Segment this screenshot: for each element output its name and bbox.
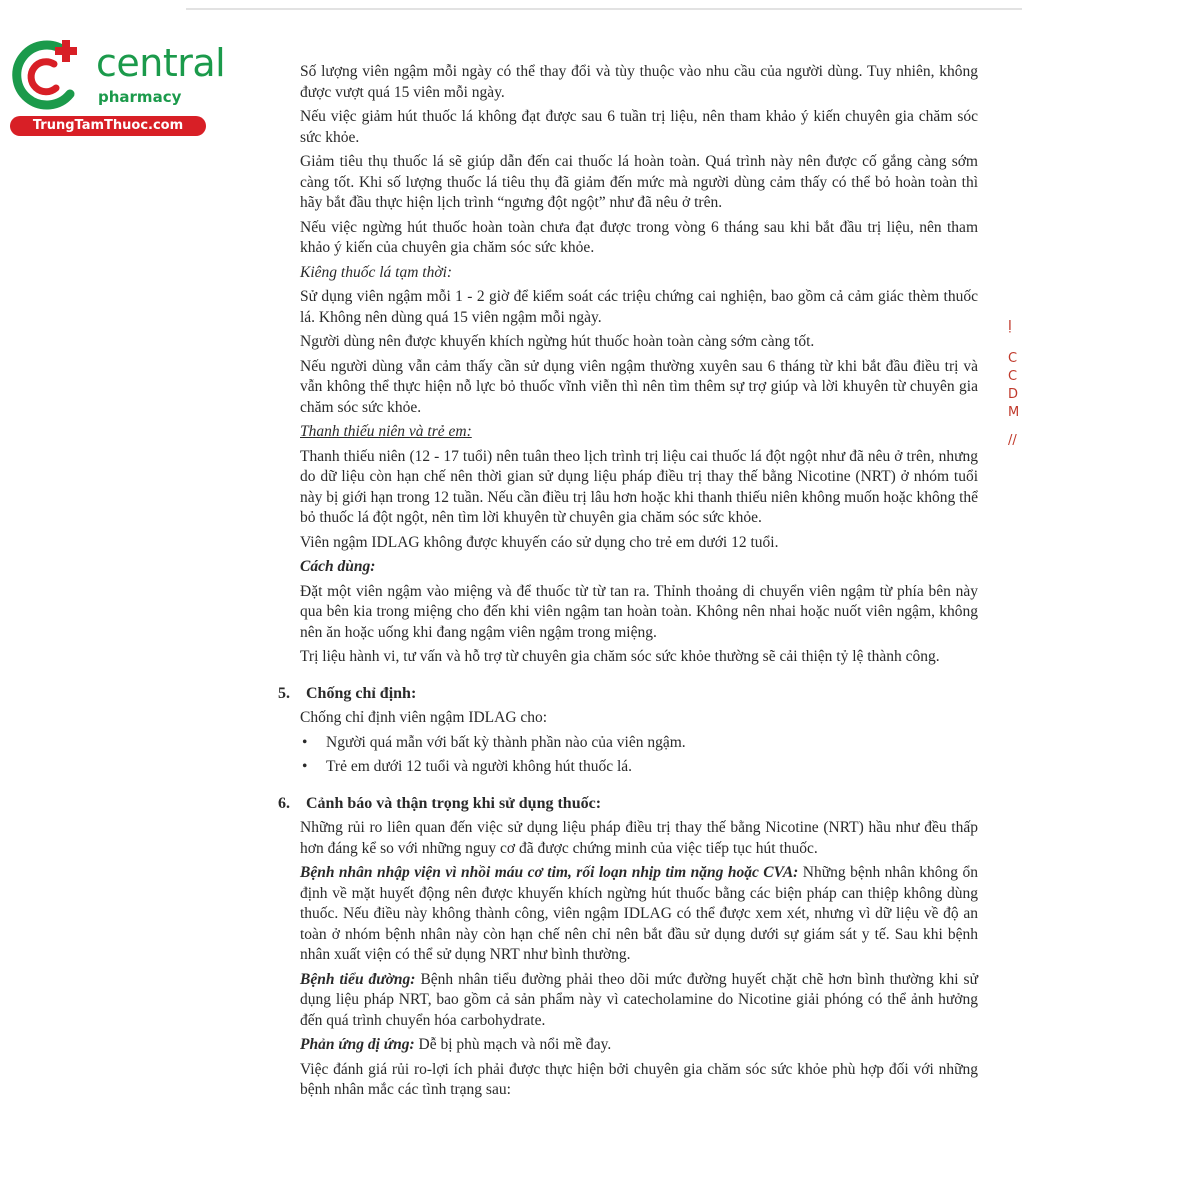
margin-mark: C	[1008, 369, 1018, 384]
paragraph-lead: Bệnh nhân nhập viện vì nhồi máu cơ tim, rối loạn nhịp tim nặng hoặc CVA:	[300, 864, 799, 881]
paragraph: Nếu người dùng vẫn cảm thấy cần sử dụng viên ngậm thường xuyên sau 6 tháng từ khi bắt đầu điều trị và vẫn không thể thực hiện nỗ lực bỏ thuốc vĩnh viễn thì nên tìm thêm sự trợ giúp và lời khuyên từ chuyên gia chăm sóc sức khỏe.	[300, 357, 978, 416]
paragraph: Sử dụng viên ngậm mỗi 1 - 2 giờ để kiểm soát các triệu chứng cai nghiện, bao gồm cả cảm giác thèm thuốc lá. Không nên dùng quá 15 viên ngậm mỗi ngày.	[300, 288, 978, 326]
paragraph: Người dùng nên được khuyến khích ngừng hút thuốc hoàn toàn càng sớm càng tốt.	[300, 333, 815, 350]
brand-subtitle: pharmacy	[98, 88, 182, 106]
section-heading-warnings	[278, 794, 978, 815]
document-body	[278, 62, 979, 1105]
margin-mark: //	[1008, 433, 1017, 448]
paragraph: Viên ngậm IDLAG không được khuyến cáo sử dụng cho trẻ em dưới 12 tuổi.	[300, 533, 779, 551]
margin-mark: D	[1008, 387, 1019, 402]
paragraph: Thanh thiếu niên (12 - 17 tuổi) nên tuân theo lịch trình trị liệu cai thuốc lá đột ngột như đã nêu ở trên, nhưng do dữ liệu còn hạn chế nên thời gian sử dụng liệu pháp điều trị thay thế bằng Nicotine (NRT) ở nhóm tuổi này bị giới hạn trong 12 tuần. Nếu cần điều trị lâu hơn hoặc khi thanh thiếu niên không muốn hoặc không thể bỏ thuốc lá đột ngột, nên tìm lời khuyên từ chuyên gia chăm sóc sức khỏe.	[300, 447, 979, 526]
margin-marks	[1008, 318, 1028, 468]
paragraph-body: Những bệnh nhân không ổn định về mặt huyết động nên được khuyến khích ngừng hút thuốc bằng các biện pháp can thiệp không dùng thuốc. Nếu điều này không thành công, viên ngậm IDLAG có thể được xem xét, nhưng vì dữ liệu về độ an toàn ở nhóm bệnh nhân này còn hạn chế nên chỉ nên bắt đầu sử dụng dưới sự giám sát y tế. Sau khi bệnh nhân xuất viện có thể sử dụng NRT như bình thường.	[300, 864, 978, 963]
section-number: 5.	[278, 684, 290, 702]
paragraph-body: Dễ bị phù mạch và nổi mề đay.	[414, 1036, 612, 1053]
paragraph: Số lượng viên ngậm mỗi ngày có thể thay đổi và tùy thuộc vào nhu cầu của người dùng. Tuy nhiên, không được vượt quá 15 viên mỗi ngày.	[300, 63, 978, 101]
paragraph-body: Bệnh nhân tiểu đường phải theo dõi mức đường huyết chặt chẽ hơn bình thường khi sử dụng liệu pháp NRT, bao gồm cả sản phẩm này vì catecholamine do Nicotine giải phóng có thể ảnh hưởng đến quá trình chuyển hóa carbohydrate.	[300, 970, 978, 1029]
subheading-adolescents-children: Thanh thiếu niên và trẻ em:	[300, 423, 472, 440]
list-item: • Trẻ em dưới 12 tuổi và người không hút thuốc lá.	[300, 757, 978, 778]
brand-url[interactable]: TrungTamThuoc.com	[10, 116, 206, 136]
section-title: Cảnh báo và thận trọng khi sử dụng thuốc:	[306, 794, 602, 812]
list-item: • Người quá mẫn với bất kỳ thành phần nào của viên ngậm.	[300, 733, 978, 754]
paragraph: Việc đánh giá rủi ro-lợi ích phải được thực hiện bởi chuyên gia chăm sóc sức khỏe phù hợp đối với những bệnh nhân mắc các tình trạng sau:	[300, 1060, 978, 1098]
paragraph: Giảm tiêu thụ thuốc lá sẽ giúp dẫn đến cai thuốc lá hoàn toàn. Quá trình này nên được cố gắng càng sớm càng tốt. Khi số lượng thuốc lá tiêu thụ đã giảm đến mức mà người dùng cảm thấy có thể bỏ hoàn toàn thì hãy bắt đầu thực hiện lịch trình “ngưng đột ngột” như đã nêu ở trên.	[300, 153, 978, 211]
paragraph	[300, 1035, 978, 1056]
margin-mark: C	[1008, 351, 1018, 366]
central-pharmacy-logo[interactable]	[10, 38, 226, 138]
margin-mark: Ị	[1008, 319, 1012, 334]
paragraph-lead: Bệnh tiểu đường:	[300, 970, 416, 988]
paragraph	[300, 863, 978, 966]
scan-edge	[186, 8, 1022, 10]
section-title: Chống chỉ định:	[306, 684, 417, 702]
margin-mark: M	[1008, 405, 1020, 420]
paragraph: Chống chỉ định viên ngậm IDLAG cho:	[300, 709, 548, 726]
paragraph: Đặt một viên ngậm vào miệng và để thuốc từ từ tan ra. Thỉnh thoảng di chuyển viên ngậm từ phía bên này qua bên kia trong miệng cho đến khi viên ngậm tan hoàn toàn. Không nên nhai hoặc nuốt viên ngậm, không nên ăn hoặc uống khi đang ngậm viên ngậm trong miệng.	[300, 582, 978, 641]
paragraph: Những rủi ro liên quan đến việc sử dụng liệu pháp điều trị thay thế bằng Nicotine (NRT) hầu như đều thấp hơn đáng kể so với những nguy cơ đã được chứng minh của việc tiếp tục hút thuốc.	[300, 819, 978, 857]
paragraph-lead: Phản ứng dị ứng:	[300, 1036, 415, 1053]
paragraph: Trị liệu hành vi, tư vấn và hỗ trợ từ chuyên gia chăm sóc sức khỏe thường sẽ cải thiện tỷ lệ thành công.	[300, 648, 940, 665]
contraindication-list	[300, 733, 978, 778]
subheading-temporary-abstinence: Kiêng thuốc lá tạm thời:	[300, 263, 453, 281]
subheading-usage: Cách dùng:	[300, 558, 376, 575]
brand-name: central	[96, 41, 226, 85]
paragraph: Nếu việc ngừng hút thuốc hoàn toàn chưa đạt được trong vòng 6 tháng sau khi bắt đầu trị liệu, nên tham khảo ý kiến của chuyên gia chăm sóc sức khỏe.	[300, 218, 978, 256]
paragraph	[300, 970, 978, 1032]
section-number: 6.	[278, 794, 290, 812]
paragraph: Nếu việc giảm hút thuốc lá không đạt được sau 6 tuần trị liệu, nên tham khảo ý kiến chuyên gia chăm sóc sức khỏe.	[300, 108, 978, 146]
section-heading-contraindications	[278, 684, 978, 705]
logo-mark-icon	[10, 38, 90, 114]
